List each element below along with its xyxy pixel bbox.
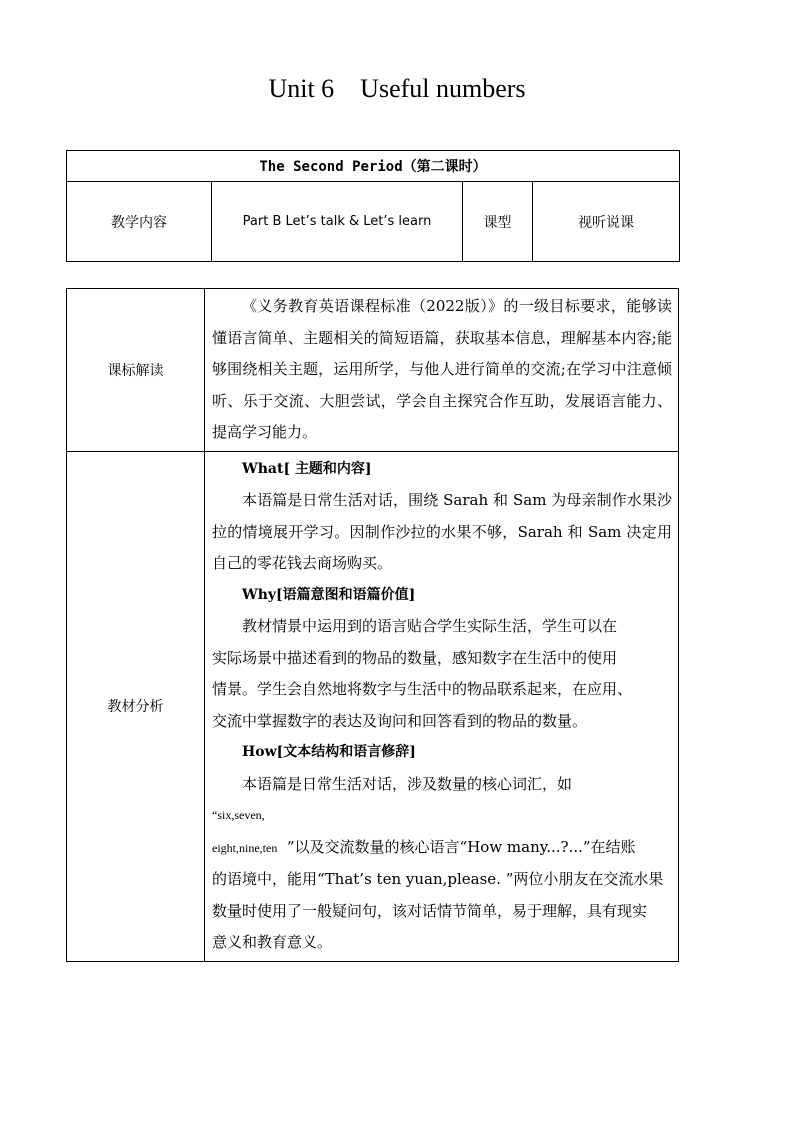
why-heading: Why[语篇意图和语篇价值] (242, 586, 416, 603)
type-value: 视听说课 (533, 182, 680, 262)
why-line-1: 教材情景中运用到的语言贴合学生实际生活，学生可以在 (242, 617, 618, 635)
why-line-4: 交流中掌握数字的表达及询问和回答看到的物品的数量。 (212, 711, 588, 730)
what-text: 本语篇是日常生活对话，围绕 Sarah 和 Sam 为母亲制作水果沙拉的情境展开学习。因制作沙拉的水果不够，Sarah 和 Sam 决定用自己的零花钱去商场购买。 (212, 491, 672, 572)
lesson-header-table (66, 150, 680, 262)
period-title-cn: （第二课时） (402, 159, 487, 175)
how-line-1: 本语篇是日常生活对话，涉及数量的核心词汇，如 (242, 774, 573, 793)
why-line-2: 实际场景中描述看到的物品的数量，感知数字在生活中的使用 (212, 648, 618, 667)
how-line-2: “six,seven, (212, 808, 265, 822)
material-label: 教材分析 (67, 451, 205, 961)
how-line-3 (212, 832, 672, 865)
how-heading: How[文本结构和语言修辞] (242, 744, 416, 760)
type-label: 课型 (463, 182, 533, 262)
material-content (205, 451, 679, 961)
how-line-4 (212, 864, 672, 896)
content-label: 教学内容 (67, 182, 212, 262)
how-line-3-en: eight,nine,ten (212, 840, 278, 855)
why-line-3: 情景。学生会自然地将数字与生活中的物品联系起来，在应用、 (212, 680, 633, 698)
analysis-table (66, 288, 679, 962)
how-line-6: 意义和教育意义。 (212, 933, 333, 951)
what-heading: What[ 主题和内容] (242, 460, 372, 477)
period-title-en: The Second Period (259, 159, 403, 175)
document-title: Unit 6 Useful numbers (268, 74, 526, 103)
how-line-3-cn: ”以及交流数量的核心语言“How many...?...”在结账 (286, 837, 636, 856)
how-line-4-b: ”两位小朋友在交流水果 (505, 870, 664, 888)
content-value: Part B Let’s talk & Let’s learn (212, 182, 463, 262)
standards-text: 《义务教育英语课程标准（2022版）》的一级目标要求，能够读懂语言简单、主题相关的简短语篇，获取基本信息，理解基本内容;能够围绕相关主题，运用所学，与他人进行简单的交流;在学习中注意倾听、乐于交流、大胆尝试，学会自主探究合作互助，发展语言能力、提高学习能力。 (212, 297, 672, 441)
standards-label: 课标解读 (67, 289, 205, 452)
standards-content (205, 289, 679, 452)
how-line-4-a: 的语境中，能用“That’s ten yuan,please. (212, 870, 501, 888)
how-line-5: 数量时使用了一般疑问句，该对话情节简单，易于理解，具有现实 (212, 901, 648, 920)
period-cell (67, 151, 680, 182)
